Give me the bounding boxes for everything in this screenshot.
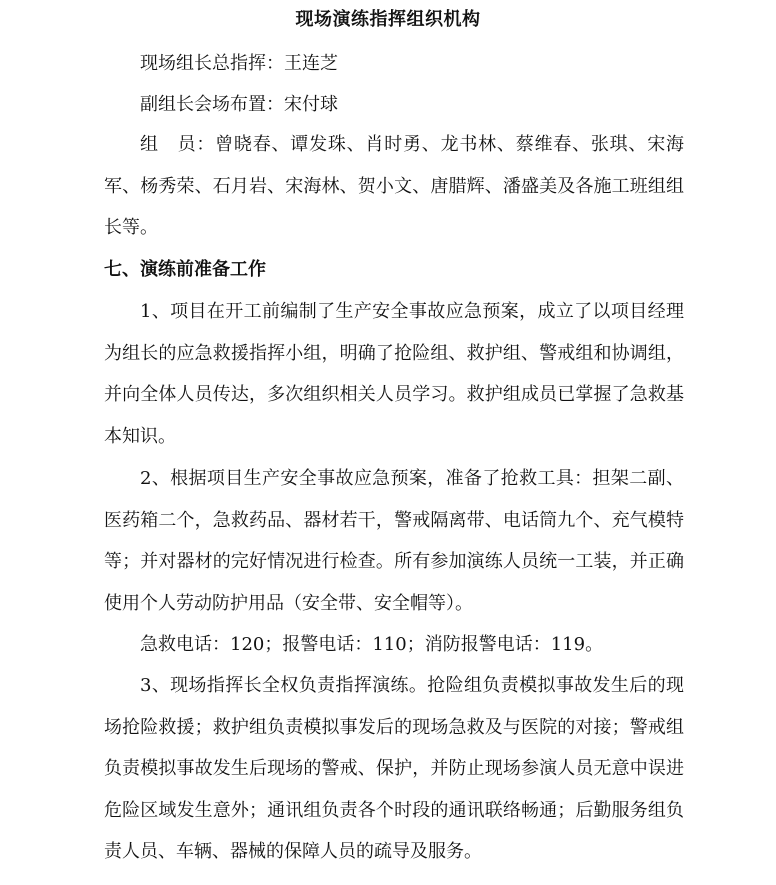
section-heading: 七、演练前准备工作: [104, 259, 266, 280]
paragraph-item-1: 1、项目在开工前编制了生产安全事故应急预案，成立了以项目经理为组长的应急救援指挥小组，明确了抢险组、救护组、警戒组和协调组，并向全体人员传达，多次组织相关人员学习。救护组成员已掌握了急救基本知识。: [104, 301, 684, 447]
document-title: 现场演练指挥组织机构: [295, 9, 481, 30]
paragraph-item-3: 3、现场指挥长全权负责指挥演练。抢险组负责模拟事故发生后的现场抢险救援；救护组负责模拟事发后的现场急救及与医院的对接；警戒组负责模拟事故发生后现场的警戒、保护，并防止现场参演人员无意中误进危险区域发生意外；通讯组负责各个时段的通讯联络畅通；后勤服务组负责人员、车辆、器械的保障人员的疏导及服务。: [104, 675, 684, 863]
members-paragraph: 组 员：曾晓春、谭发珠、肖时勇、龙书林、蔡维春、张琪、宋海军、杨秀荣、石月岩、宋海林、贺小文、唐腊辉、潘盛美及各施工班组组长等。: [104, 134, 684, 239]
paragraph-item-2: 2、根据项目生产安全事故应急预案，准备了抢救工具：担架二副、医药箱二个，急救药品、器材若干，警戒隔离带、电话筒九个、充气模特等；并对器材的完好情况进行检查。所有参加演练人员统一工装，并正确使用个人劳动防护用品（安全带、安全帽等）。: [104, 468, 684, 614]
emergency-phones-line: 急救电话：120；报警电话：110；消防报警电话：119。: [140, 634, 604, 655]
deputy-line: 副组长会场布置：宋付球: [140, 94, 338, 115]
commander-line: 现场组长总指挥：王连芝: [140, 53, 338, 74]
